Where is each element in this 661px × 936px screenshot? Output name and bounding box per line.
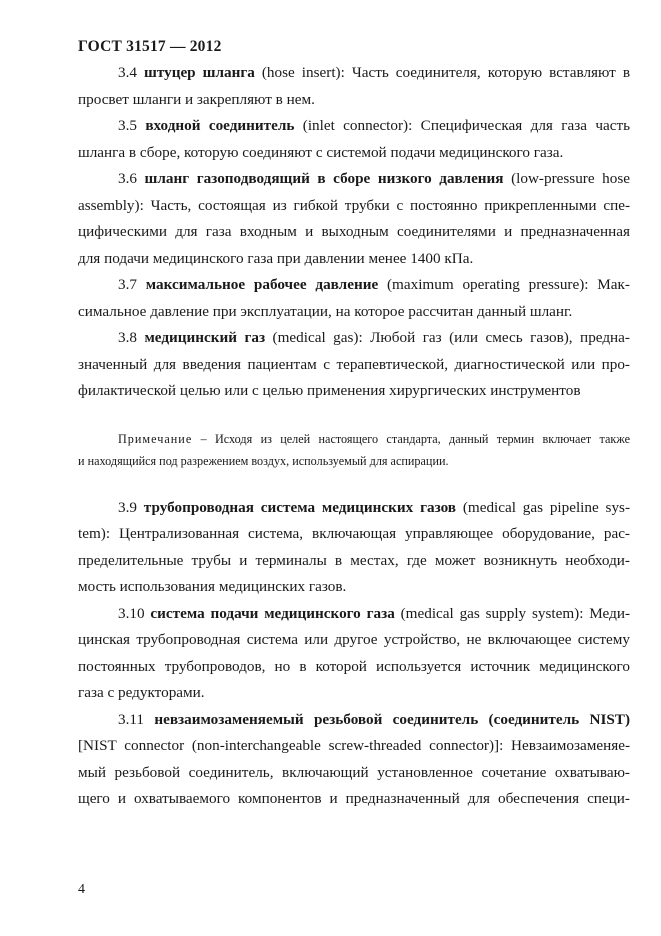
definition-line [78, 60, 630, 87]
clause-number: 3.4 [118, 64, 137, 81]
page-number: 4 [78, 882, 85, 897]
definition-3-8 [78, 325, 630, 405]
note-label: Примечание [118, 431, 193, 446]
definition-line [78, 325, 630, 352]
note-block [78, 428, 630, 472]
definition-line: цинская трубопроводная система или другое устройство, не включающее систему [78, 631, 630, 648]
term: штуцер шланга [144, 64, 255, 81]
definition-line: просвет шланги и закрепляют в нем. [78, 90, 315, 108]
definition-line: assembly): Часть, состоящая из гибкой трубки с постоянно прикрепленными спе- [78, 196, 630, 214]
term-text: (medical gas supply system): Меди- [400, 604, 631, 622]
document-body [78, 60, 630, 813]
definition-3-11 [78, 707, 630, 813]
definition-line [78, 601, 630, 628]
definition-line: пределительные трубы и терминалы в местах, где может возникнуть необходи- [78, 551, 630, 569]
clause-number: 3.11 [118, 710, 145, 728]
spacer [78, 472, 630, 495]
definition-3-5 [78, 113, 630, 166]
definition-3-9 [78, 495, 630, 601]
note-text: – Исходя из целей настоящего стандарта, данный термин включает также [192, 431, 630, 446]
definition-line [78, 113, 630, 140]
definition-line: постоянных трубопроводов, но в которой используется источник медицинского [78, 657, 630, 675]
term-text: (low-pressure hose [511, 170, 630, 187]
note-line: и находящийся под разрежением воздух, используемый для аспирации. [78, 453, 449, 468]
definition-line: для подачи медицинского газа при давлении менее 1400 кПа. [78, 249, 474, 267]
clause-number: 3.5 [118, 117, 137, 134]
term: максимальное рабочее давление [145, 276, 379, 293]
definition-line: мость использования медицинских газов. [78, 578, 347, 595]
definition-line: мый резьбовой соединитель, включающий установленное сочетание охватываю- [78, 763, 630, 781]
definition-line: [NIST connector (non-interchangeable screw-threaded connector)]: Невзаимозаменяе- [78, 737, 630, 754]
term-text: (medical gas pipeline sys- [462, 498, 631, 516]
definition-line [78, 707, 630, 734]
term: невзаимозаменяемый резьбовой соединитель (соединитель NIST) [154, 710, 630, 728]
clause-number: 3.6 [118, 170, 137, 187]
term-text: (inlet connector): Специфическая для газа часть [302, 117, 631, 134]
definition-line: шланга в сборе, которую соединяют с системой подачи медицинского газа. [78, 143, 564, 161]
definition-line: симальное давление при эксплуатации, на которое рассчитан данный шланг. [78, 302, 573, 320]
definition-line [78, 495, 630, 522]
definition-line: газа с редукторами. [78, 684, 205, 701]
definition-line: значенный для введения пациентам с терапевтической, диагностической или про- [78, 355, 630, 373]
definition-3-6 [78, 166, 630, 272]
definition-3-4 [78, 60, 630, 113]
term: трубопроводная система медицинских газов [143, 498, 457, 516]
term-text: (medical gas): Любой газ (или смесь газов), предна- [272, 329, 630, 346]
clause-number: 3.8 [118, 329, 137, 346]
term-text: (hose insert): Часть соединителя, которую вставляют в [261, 64, 631, 81]
note-line [78, 428, 630, 450]
clause-number: 3.10 [118, 604, 145, 622]
term: система подачи медицинского газа [150, 604, 395, 622]
term: шланг газоподводящий в сборе низкого давления [144, 170, 504, 187]
term: медицинский газ [144, 329, 266, 346]
clause-number: 3.7 [118, 276, 137, 293]
definition-3-10 [78, 601, 630, 707]
definition-line: филактической целью или с целью применения хирургических инструментов [78, 382, 581, 399]
definition-line [78, 272, 630, 299]
term-text: (maximum operating pressure): Мак- [387, 276, 630, 293]
definition-line: tem): Централизованная система, включающая управляющее оборудование, рас- [78, 525, 630, 542]
definition-line: цифическими для газа входным и выходным соединителями и предназначенная [78, 223, 630, 240]
definition-3-7 [78, 272, 630, 325]
definition-line: щего и охватываемого компонентов и предназначенный для обеспечения специ- [78, 790, 630, 807]
document-header: ГОСТ 31517 — 2012 [78, 38, 222, 55]
term: входной соединитель [145, 117, 295, 134]
definition-line [78, 166, 630, 193]
clause-number: 3.9 [118, 498, 137, 516]
